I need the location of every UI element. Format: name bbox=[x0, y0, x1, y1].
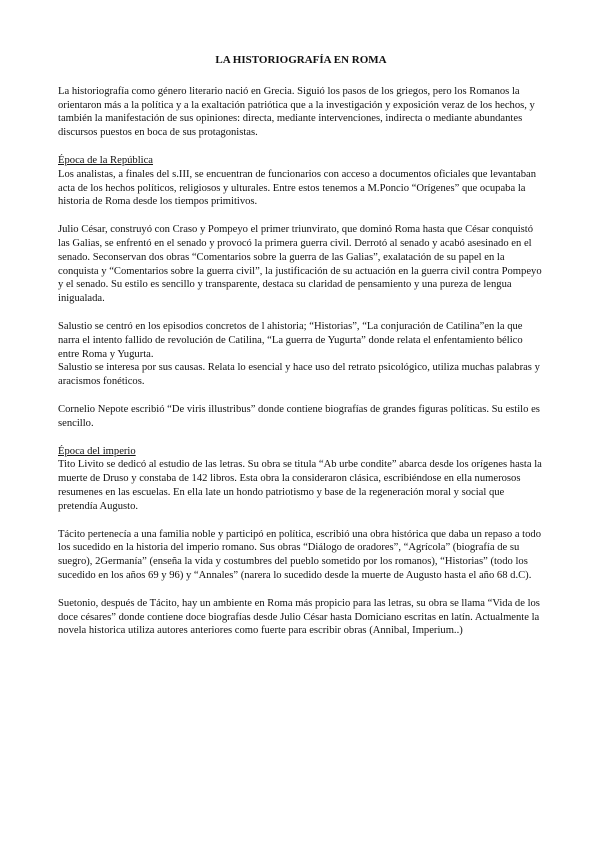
section-heading-republica: Época de la República bbox=[58, 154, 154, 166]
paragraph-salustio-obras: Salustio se centró en los episodios concretos de l ahistoria; “Historias”, “La conjuración de Catilina”en la que narra el intento fallido de revolución de Catilina, “La guerra de Yugurta” donde relata el enfentamiento bélico entre Roma y Yugurta. bbox=[58, 320, 523, 360]
paragraph-salustio bbox=[58, 320, 544, 389]
document-body bbox=[58, 54, 544, 652]
section-imperio bbox=[58, 445, 544, 514]
paragraph-tito-livio: Tito Livito se dedicó al estudio de las letras. Su obra se titula “Ab urbe condite” abarca desde los orígenes hasta la muerte de Druso y constaba de 142 libros. Esta obra la consideraron clásica, escribiéndose en ella numerosos resumenes en las escuelas. En ella late un hondo patriotismo y base de la regeneración moral y social que pretendía Augusto. bbox=[58, 459, 542, 512]
document-title: LA HISTORIOGRAFÍA EN ROMA bbox=[215, 54, 387, 66]
intro-paragraph: La historiografía como género literario nació en Grecia. Siguió los pasos de los griegos, pero los Romanos la orientaron más a la política y a la exaltación patriótica que a la investigación y exposición veraz de los hechos, y también la manifestación de sus opiniones: directa, mediante intervenciones, indirecta o mediante abundantes discursos puestos en boca de sus protagonistas. bbox=[58, 85, 535, 139]
paragraph-analistas: Los analistas, a finales del s.III, se encuentran de funcionarios con acceso a documentos oficiales que levantaban acta de los hechos políticos, religiosos y ulturales. Entre estos tenemos a M.Poncio “Orígenes” que ocupaba la historia de Roma desde los tiempos primitivos. bbox=[58, 168, 537, 208]
paragraph-julio-cesar: Julio César, construyó con Craso y Pompeyo el primer triunvirato, que dominó Roma hasta que César conquistó las Galias, se enfrentó en el senado y provocó la primera guerra civil. Derrotó al senado y acabó asesinado en el senado. Seconservan dos obras “Comentarios sobre la guerra de las Galias”, exalatación de su papel en la conquista y “Comentarios sobre la guerra civil”, la justificación de su actuación en la guerra civil contra Pompeyo y el senado. Su estilo es sencillo y transparente, destaca su claridad de pensamiento y una pureza de lengua inigualada. bbox=[58, 224, 542, 305]
paragraph-suetonio: Suetonio, después de Tácito, hay un ambiente en Roma más propicio para las letras, su obra se llama “Vida de los doce césares” donde contiene doce biografías desde Julio César hasta Domiciano escritas en latín. Actualmente la novela historica utiliza autores anteriores como fuerte para escribir obras (Annibal, Imperium..) bbox=[58, 597, 540, 637]
paragraph-cornelio-nepote: Cornelio Nepote escribió “De viris illustribus” donde contiene biografías de grandes figuras políticas. Su estilo es sencillo. bbox=[58, 403, 540, 429]
paragraph-tacito: Tácito pertenecía a una familia noble y participó en política, escribió una obra histórica que daba un repaso a todo los sucedido en la historia del imperio romano. Sus obras “Diálogo de oradores”, “Agrícola” (biografía de su suegro), 2Germanía” (enseña la vida y costumbres del pueblo sometido por los romanos), “Historias” (todo los sucedido en los años 69 y 96) y “Annales” (narera lo sucedido desde la muerte de Augusto hasta el año 68 d.C). bbox=[58, 528, 542, 581]
section-heading-imperio: Época del imperio bbox=[58, 445, 136, 457]
paragraph-salustio-estilo: Salustio se interesa por sus causas. Relata lo esencial y hace uso del retrato psicológico, utiliza muchas palabras y aracismos fonéticos. bbox=[58, 362, 540, 388]
section-republica bbox=[58, 154, 544, 209]
